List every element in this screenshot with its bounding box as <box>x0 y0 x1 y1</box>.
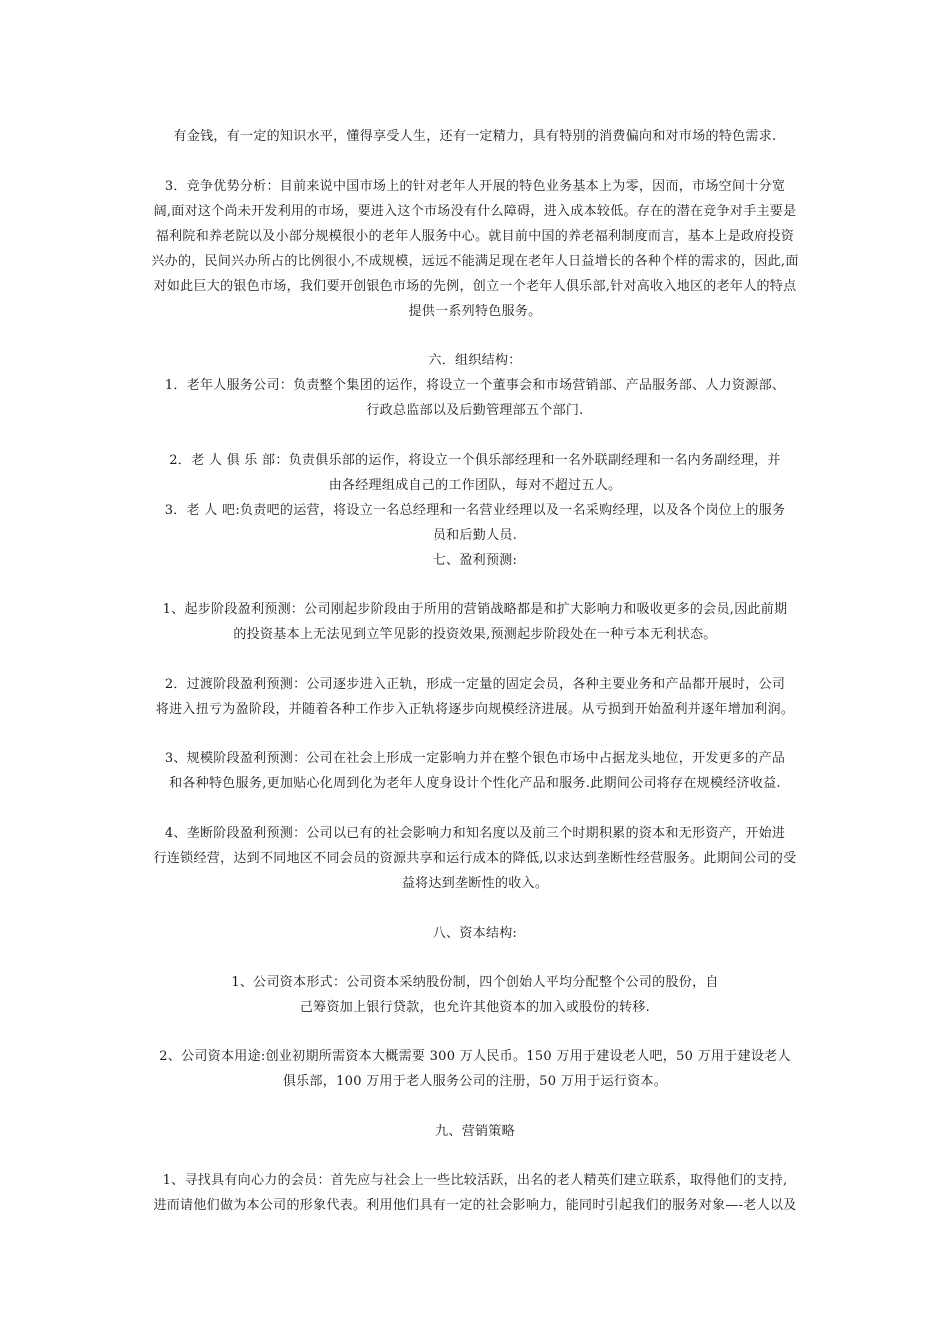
section-heading: 七、盈利预测: <box>432 553 518 568</box>
text-line: 益将达到垄断性的收入。 <box>401 876 549 891</box>
text-line: 3、规模阶段盈利预测：公司在社会上形成一定影响力并在整个银色市场中占据龙头地位，开发更多的产品 <box>164 751 786 766</box>
text-line: 由各经理组成自己的工作团队，每对不超过五人。 <box>328 478 622 493</box>
text-line: 员和后勤人员. <box>432 528 518 543</box>
text-line: 俱乐部，100 万用于老人服务公司的注册，50 万用于运行资本。 <box>282 1074 668 1089</box>
text-line: 2．过渡阶段盈利预测：公司逐步进入正轨，形成一定量的固定会员，各种主要业务和产品都开展时，公司 <box>164 677 786 692</box>
text-line: 1．老年人服务公司：负责整个集团的运作，将设立一个董事会和市场营销部、产品服务部、人力资源部、 <box>164 378 786 393</box>
text-line: 阔,面对这个尚未开发利用的市场，要进入这个市场没有什么障碍，进入成本较低。存在的潜在竞争对手主要是 <box>153 204 797 219</box>
section-heading: 六．组织结构： <box>428 353 522 368</box>
text-line: 的投资基本上无法见到立竿见影的投资效果,预测起步阶段处在一种亏本无利状态。 <box>233 627 717 642</box>
text-line: 2、公司资本用途:创业初期所需资本大概需要 300 万人民币。150 万用于建设老人吧，50 万用于建设老人 <box>159 1049 791 1064</box>
text-line: 进而请他们做为本公司的形象代表。利用他们具有一定的社会影响力，能同时引起我们的服务对象—-老人以及 <box>153 1198 797 1213</box>
text-line: 对如此巨大的银色市场，我们要开创银色市场的先例，创立一个老年人俱乐部,针对高收入地区的老年人的特点 <box>153 279 797 294</box>
text-line: 行政总监部以及后勤管理部五个部门. <box>366 403 584 418</box>
text-line: 1、起步阶段盈利预测：公司刚起步阶段由于所用的营销战略都是和扩大影响力和吸收更多的会员,因此前期 <box>162 602 788 617</box>
text-line: 行连锁经营，达到不同地区不同会员的资源共享和运行成本的降低,以求达到垄断性经营服务。此期间公司的受 <box>153 851 797 866</box>
text-line: 4、垄断阶段盈利预测：公司以已有的社会影响力和知名度以及前三个时期积累的资本和无形资产，开始进 <box>164 826 786 841</box>
section-heading: 八、资本结构: <box>432 926 518 941</box>
text-line: 将进入扭亏为盈阶段，并随着各种工作步入正轨将逐步向规模经济进展。从亏损到开始盈利并逐年增加利润。 <box>155 702 795 717</box>
text-line: 和各种特色服务,更加贴心化周到化为老年人度身设计个性化产品和服务.此期间公司将存在规模经济收益. <box>169 776 781 791</box>
text-line: 福利院和养老院以及小部分规模很小的老年人服务中心。就目前中国的养老福利制度而言，基本上是政府投资 <box>155 229 795 244</box>
text-line: 3．老 人 吧:负责吧的运营，将设立一名总经理和一名营业经理以及一名采购经理，以及各个岗位上的服务 <box>164 503 786 518</box>
text-line: 兴办的，民间兴办所占的比例很小,不成规模，远远不能满足现在老年人日益增长的各种个样的需求的，因此,面 <box>151 254 799 269</box>
text-line: 1、寻找具有向心力的会员：首先应与社会上一些比较活跃，出名的老人精英们建立联系，取得他们的支持, <box>162 1173 788 1188</box>
section-heading: 九、营销策略 <box>435 1124 515 1139</box>
text-line: 己筹资加上银行贷款，也允许其他资本的加入或股份的转移. <box>299 1000 651 1015</box>
text-line: 提供一系列特色服务。 <box>408 304 542 319</box>
text-line: 3．竞争优势分析：目前来说中国市场上的针对老年人开展的特色业务基本上为零，因而，市场空间十分宽 <box>164 179 786 194</box>
text-line: 有金钱，有一定的知识水平，懂得享受人生，还有一定精力，具有特别的消费偏向和对市场的特色需求. <box>173 129 777 144</box>
text-line: 1、公司资本形式：公司资本采纳股份制，四个创始人平均分配整个公司的股份，自 <box>231 975 719 990</box>
text-line: 2．老 人 俱 乐 部：负责俱乐部的运作，将设立一个俱乐部经理和一名外联副经理和一名内务副经理，并 <box>169 453 781 468</box>
